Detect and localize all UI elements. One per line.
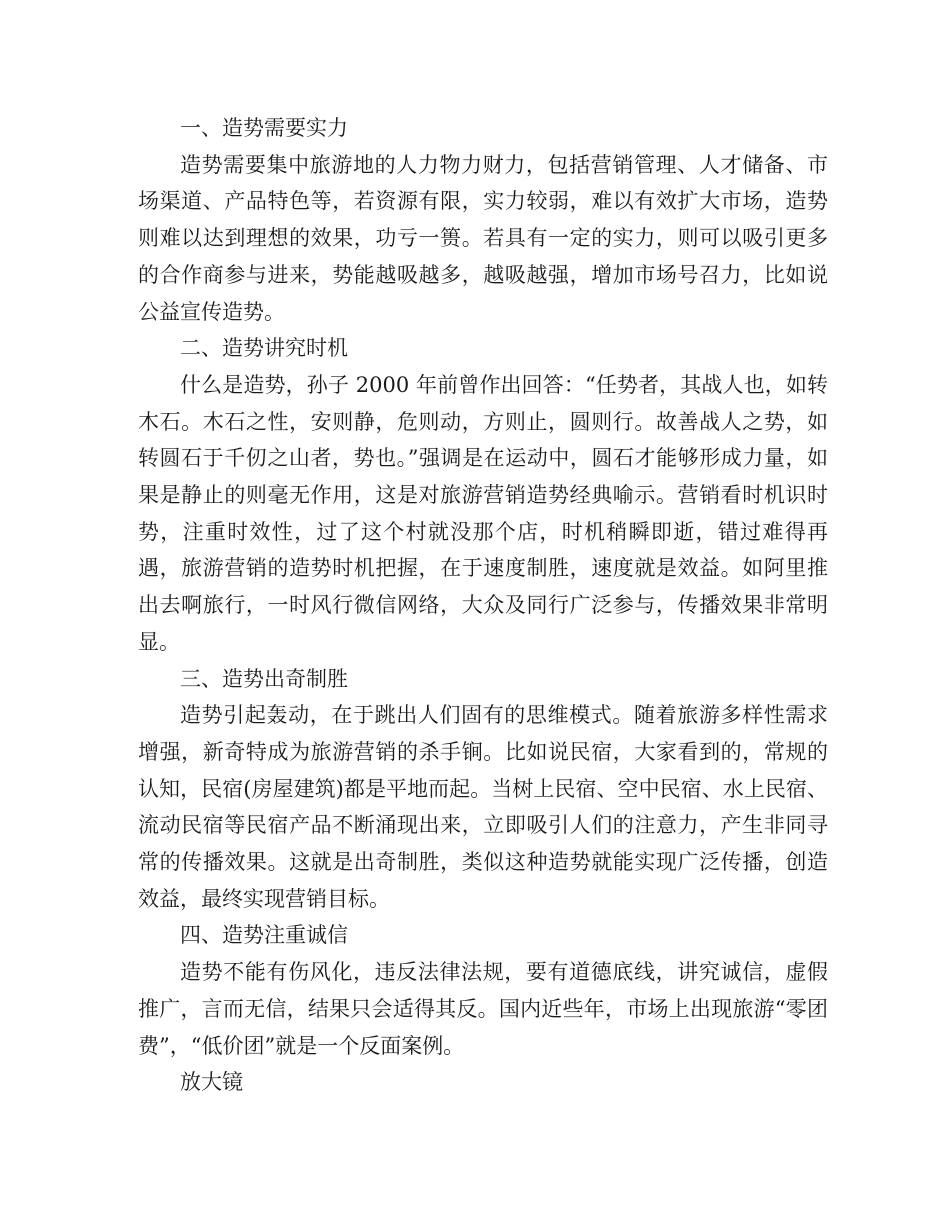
paragraph-1: 造势需要集中旅游地的人力物力财力，包括营销管理、人才储备、市场渠道、产品特色等，若资源有限，实力较弱，难以有效扩大市场，造势则难以达到理想的效果，功亏一篑。若具有一定的实力，则可以吸引更多的合作商参与进来，势能越吸越多，越吸越强，增加市场号召力，比如说公益宣传造势。 [138,152,828,324]
section-label-magnifier: 放大镜 [180,1070,243,1095]
heading-4: 四、造势注重诚信 [180,923,348,948]
heading-2: 二、造势讲究时机 [180,336,348,361]
paragraph-3: 造势引起轰动，在于跳出人们固有的思维模式。随着旅游多样性需求增强，新奇特成为旅游营销的杀手锏。比如说民宿，大家看到的，常规的认知，民宿(房屋建筑)都是平地而起。当树上民宿、空中民宿、水上民宿、流动民宿等民宿产品不断涌现出来，立即吸引人们的注意力，产生非同寻常的传播效果。这就是出奇制胜，类似这种造势就能实现广泛传播，创造效益，最终实现营销目标。 [138,703,828,911]
heading-1: 一、造势需要实力 [180,116,348,140]
heading-3: 三、造势出奇制胜 [180,666,348,691]
paragraph-4: 造势不能有伤风化，违反法律法规，要有道德底线，讲究诚信，虚假推广，言而无信，结果只会适得其反。国内近些年，市场上出现旅游“零团费”，“低价团”就是一个反面案例。 [138,960,828,1058]
document-body [138,110,828,1101]
paragraph-2: 什么是造势，孙子 2000 年前曾作出回答：“任势者，其战人也，如转木石。木石之性，安则静，危则动，方则止，圆则行。故善战人之势，如转圆石于千仞之山者，势也。”强调是在运动中，圆石才能够形成力量，如果是静止的则毫无作用，这是对旅游营销造势经典喻示。营销看时机识时势，注重时效性，过了这个村就没那个店，时机稍瞬即逝，错过难得再遇，旅游营销的造势时机把握，在于速度制胜，速度就是效益。如阿里推出去啊旅行，一时风行微信网络，大众及同行广泛参与，传播效果非常明显。 [138,372,828,654]
